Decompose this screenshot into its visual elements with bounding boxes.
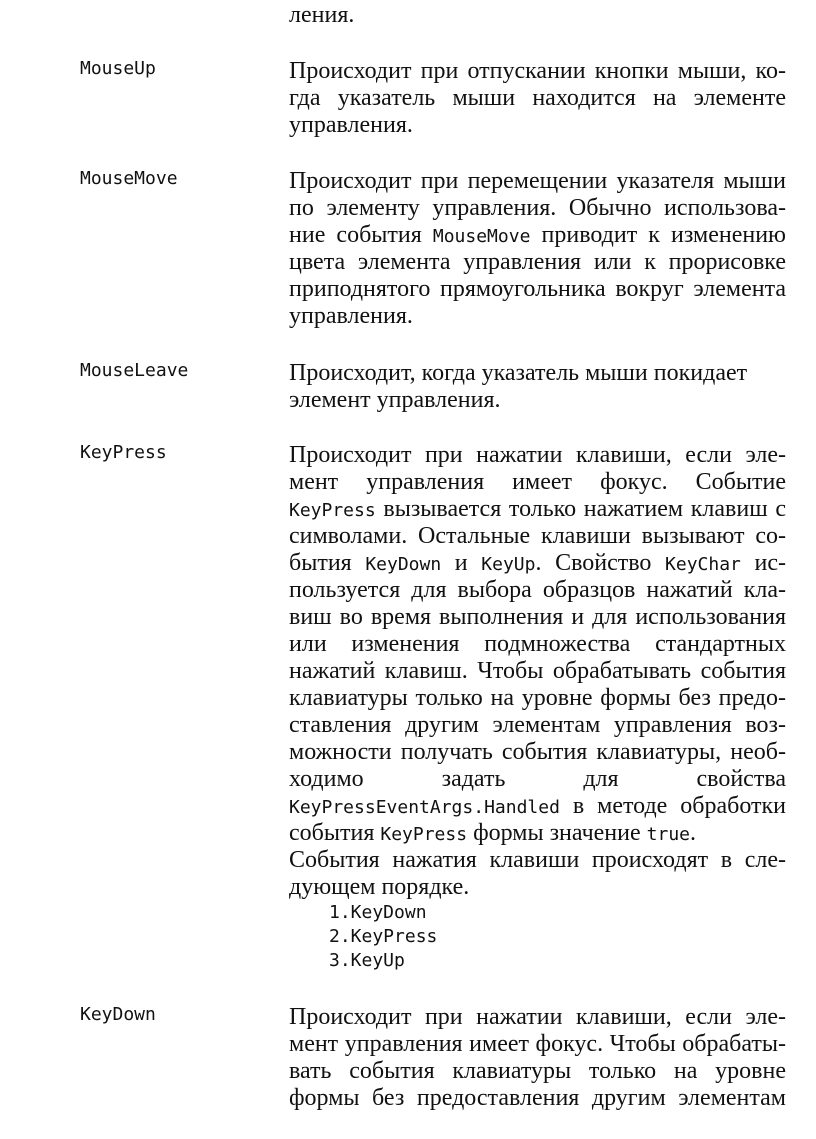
text-line: Происходит при нажатии клавиши, если эле- [289,442,786,468]
order-item: 2.KeyPress [329,926,438,947]
text-line: виш во время выполнения и для использования [289,604,786,630]
text-line: управления. [289,112,413,138]
text-line: ления. [289,2,355,28]
text-line: мент управления имеет фокус. Событие [289,469,786,495]
text-line: ходимо задать для свойства [289,766,786,792]
code-span: KeyPress [380,824,468,845]
text-span: ние события [289,222,433,248]
text-line: вать события клавиатуры только на уровне [289,1058,786,1084]
text-line [289,820,786,847]
text-span: . [690,820,696,846]
code-span: KeyDown [365,554,442,575]
term-keypress: KeyPress [80,442,167,463]
text-line: События нажатия клавиши происходят в сле- [289,847,786,873]
text-span: в методе обработки [559,793,786,819]
text-line: нажатий клавиш. Чтобы обрабатывать события [289,658,786,684]
desc-mousemove [289,168,786,330]
code-span: KeyPressEventArgs.Handled [289,797,560,818]
term-mouseleave: MouseLeave [80,360,189,381]
order-item: 3.KeyUp [329,950,405,971]
text-line: управления. [289,303,413,329]
text-span: ис- [740,550,786,576]
text-span: события [289,820,381,846]
text-line [289,793,786,820]
desc-mouseleave [289,360,786,414]
text-line: клавиатуры только на уровне формы без предо- [289,685,786,711]
desc-keydown [289,1004,786,1112]
text-line: по элементу управления. Обычно использова- [289,195,786,221]
text-span: и [441,550,482,576]
term-mouseup: MouseUp [80,58,156,79]
text-line: или изменения подмножества стандартных [289,631,786,657]
text-span: бытия [289,550,366,576]
text-line: Происходит при нажатии клавиши, если эле- [289,1004,786,1030]
top-fragment [289,2,786,29]
text-line: дующем порядке. [289,874,470,900]
text-line [289,496,786,523]
text-line: Происходит при отпускании кнопки мыши, ко- [289,58,786,84]
code-span: MouseMove [432,226,531,247]
text-line: Происходит, когда указатель мыши покидает [289,360,748,386]
text-line: элемент управления. [289,387,501,413]
text-line: приподнятого прямоугольника вокруг элемента [289,276,786,302]
text-line: цвета элемента управления или к прорисовке [289,249,786,275]
desc-keypress [289,442,786,973]
text-line: формы без предоставления другим элементам [289,1085,786,1111]
text-span: вызывается только нажатием клавиш с [375,496,786,522]
text-line: гда указатель мыши находится на элементе [289,85,786,111]
text-line: Происходит при перемещении указателя мыши [289,168,786,194]
text-line: мент управления имеет фокус. Чтобы обрабаты- [289,1031,786,1057]
code-span: true [646,824,690,845]
text-line: символами. Остальные клавиши вызывают со- [289,523,786,549]
text-line: пользуется для выбора образцов нажатий кла- [289,577,786,603]
code-span: KeyChar [665,554,741,575]
text-span: приводит к изменению [530,222,786,248]
text-span: формы значение [467,820,647,846]
term-keydown: KeyDown [80,1004,156,1025]
order-item: 1.KeyDown [329,902,427,923]
text-line [289,550,786,577]
code-span: KeyUp [481,554,536,575]
text-line [289,222,786,249]
term-mousemove: MouseMove [80,168,178,189]
desc-mouseup [289,58,786,139]
text-line: ставления другим элементам управления воз- [289,712,786,738]
text-line: можности получать события клавиатуры, необ- [289,739,786,765]
code-span: KeyPress [289,500,376,521]
text-span: . Свойство [535,550,666,576]
